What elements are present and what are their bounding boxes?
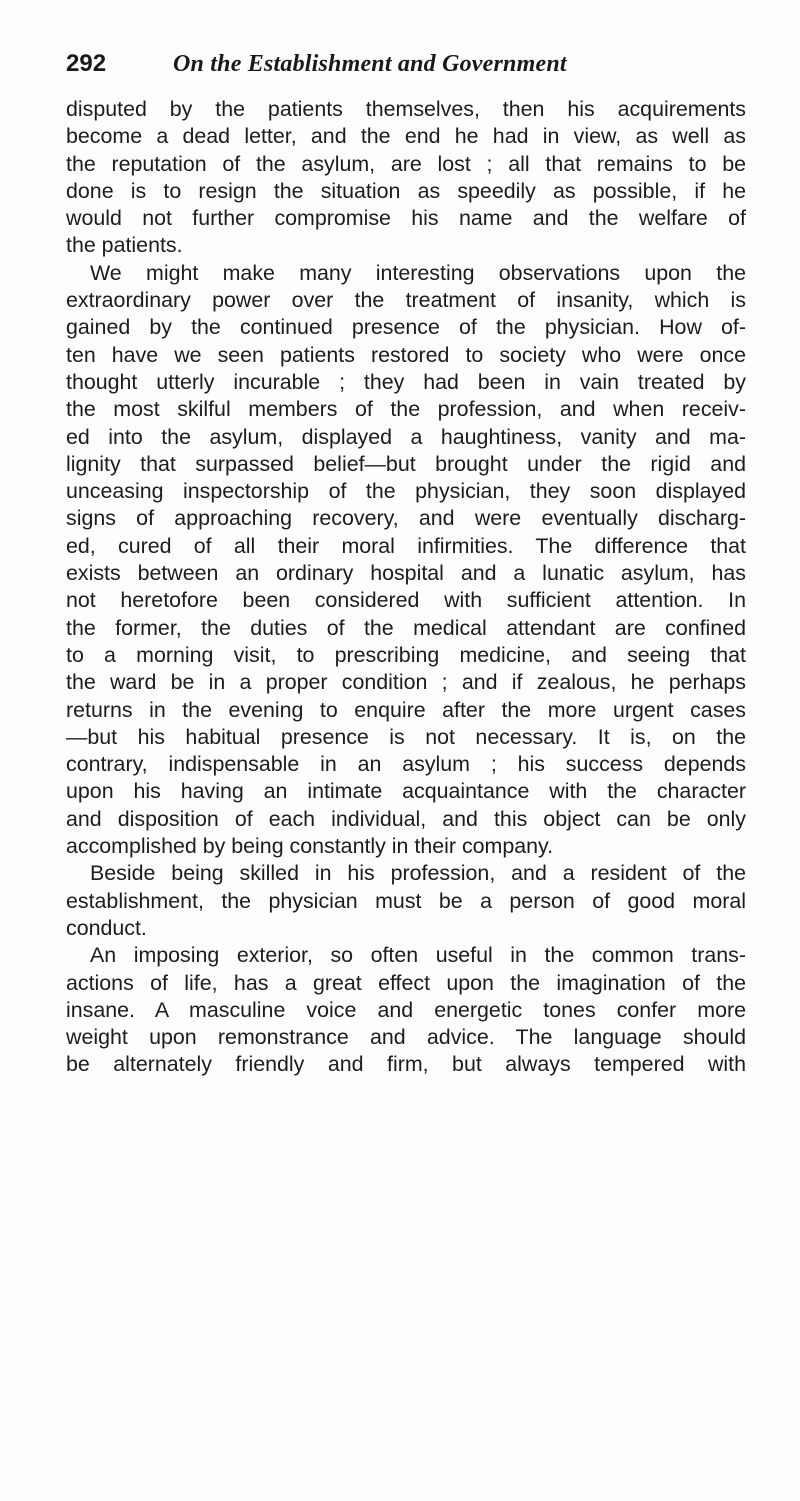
text-line: become a dead letter, and the end he had in view, as well as (66, 124, 746, 149)
text-line: the reputation of the asylum, are lost ; all that remains to be (66, 151, 746, 176)
text-line: returns in the evening to enquire after the more urgent cases (66, 697, 746, 722)
text-line: be alternately friendly and firm, but always tempered with (66, 1052, 746, 1077)
text-line: not heretofore been considered with sufficient attention. In (66, 588, 746, 613)
text-line: extraordinary power over the treatment of insanity, which is (66, 288, 746, 313)
text-line: conduct. (66, 915, 147, 940)
page-number: 292 (66, 50, 107, 77)
text-line: thought utterly incurable ; they had been in vain treated by (66, 369, 746, 394)
text-line: We might make many interesting observations upon the (90, 260, 746, 285)
text-line: establishment, the physician must be a person of good moral (66, 888, 746, 913)
text-line: the ward be in a proper condition ; and if zealous, he perhaps (66, 670, 746, 695)
text-line: actions of life, has a great effect upon the imagination of the (66, 970, 746, 995)
text-line: accomplished by being constantly in their company. (66, 834, 554, 859)
text-line: upon his having an intimate acquaintance with the character (66, 779, 746, 804)
text-line: would not further compromise his name and the welfare of (66, 206, 746, 231)
text-line: gained by the continued presence of the physician. How of- (66, 315, 746, 340)
running-head-title: On the Establishment and Government (173, 51, 567, 77)
text-line: An imposing exterior, so often useful in the common trans- (90, 943, 746, 968)
text-line: the most skilful members of the profession, and when receiv- (66, 397, 746, 422)
text-line: exists between an ordinary hospital and a lunatic asylum, has (66, 561, 746, 586)
text-line: weight upon remonstrance and advice. The language should (66, 1025, 746, 1050)
running-head (66, 50, 746, 96)
text-line: ed into the asylum, displayed a haughtiness, vanity and ma- (66, 424, 746, 449)
text-line: the patients. (66, 233, 183, 258)
text-line: the former, the duties of the medical attendant are confined (66, 615, 746, 640)
text-line: lignity that surpassed belief—but brought under the rigid and (66, 451, 746, 476)
text-line: and disposition of each individual, and this object can be only (66, 806, 746, 831)
text-line: done is to resign the situation as speedily as possible, if he (66, 178, 746, 203)
body-text (66, 96, 746, 1079)
text-line: ed, cured of all their moral infirmities. The difference that (66, 533, 746, 558)
text-line: unceasing inspectorship of the physician, they soon displayed (66, 479, 746, 504)
book-page (66, 50, 746, 1079)
text-line: ten have we seen patients restored to society who were once (66, 342, 746, 367)
text-line: insane. A masculine voice and energetic tones confer more (66, 997, 746, 1022)
text-line: to a morning visit, to prescribing medicine, and seeing that (66, 642, 746, 667)
text-line: Beside being skilled in his profession, and a resident of the (90, 861, 746, 886)
text-line: —but his habitual presence is not necessary. It is, on the (66, 724, 746, 749)
text-line: contrary, indispensable in an asylum ; his success depends (66, 752, 746, 777)
text-line: disputed by the patients themselves, then his acquirements (66, 97, 746, 121)
text-line: signs of approaching recovery, and were eventually discharg- (66, 506, 746, 531)
